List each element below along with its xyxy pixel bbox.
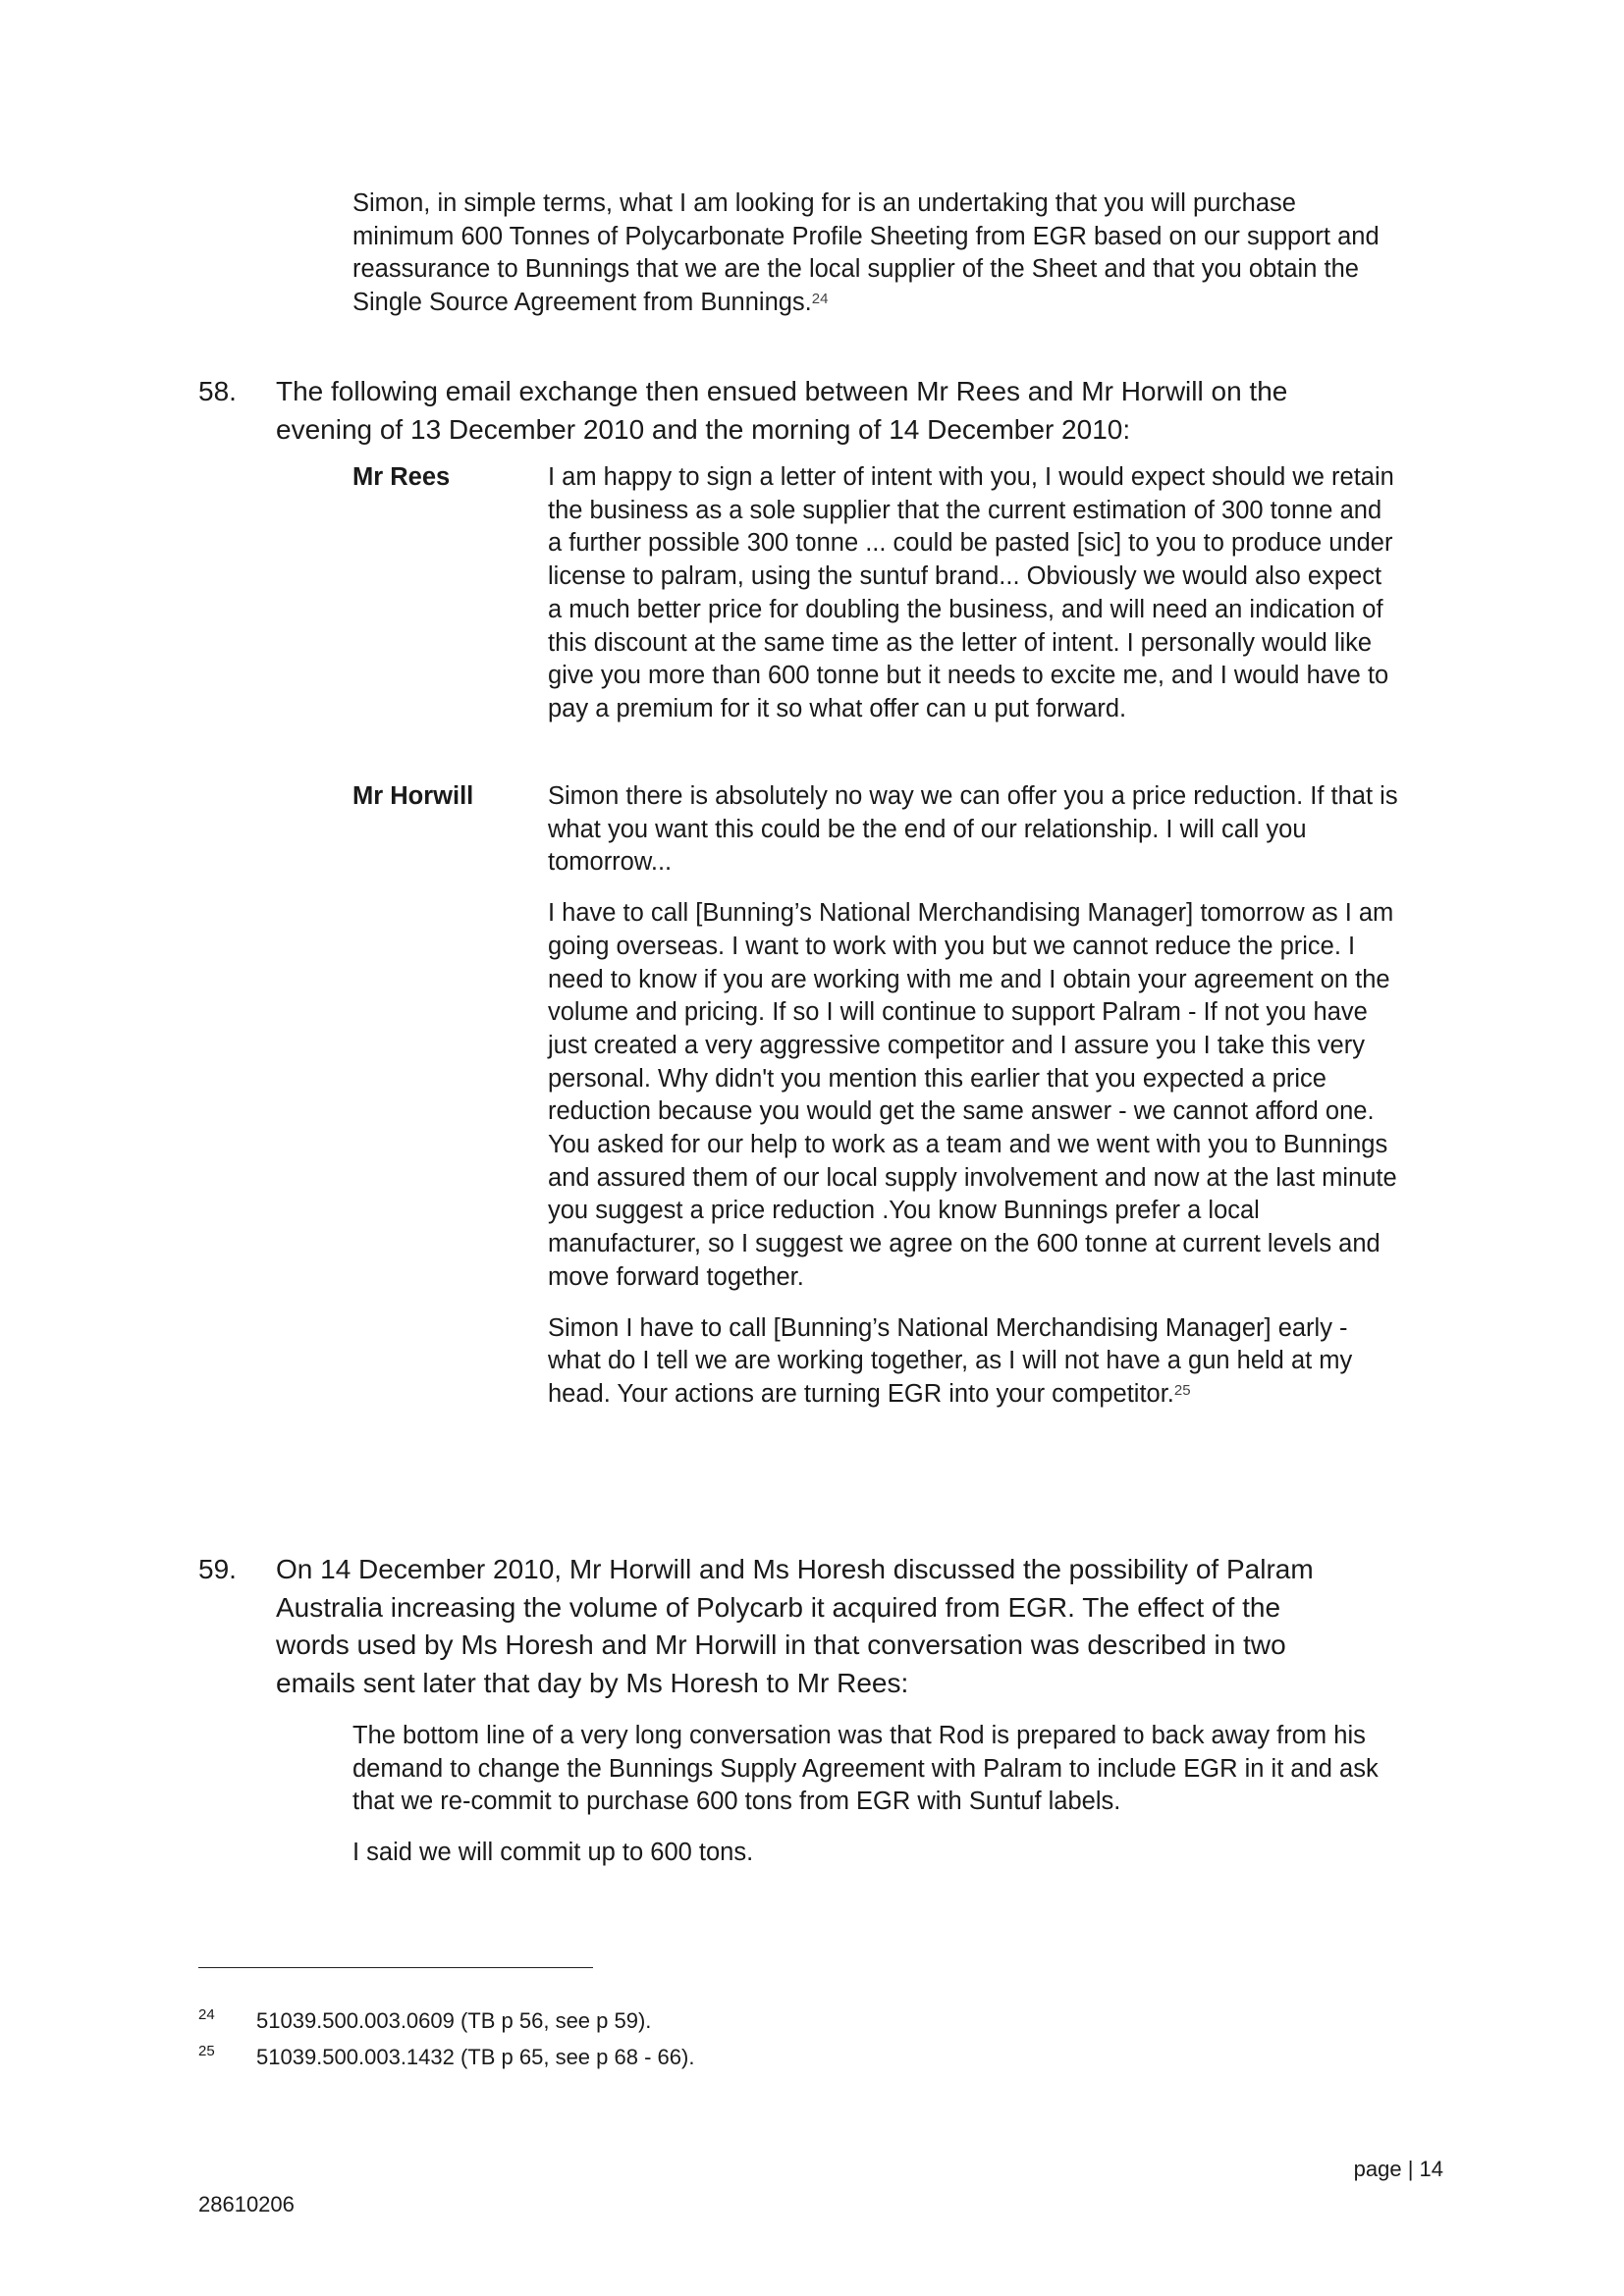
email-paragraph: I have to call [Bunning’s National Merchandising Manager] tomorrow as I am going overseas. I want to work with you but we cannot reduce the price. I need to know if you are working with me and I obtain your agreement on the volume and pricing. If so I will continue to support Palram - If not you have just created a very aggressive competitor and I assure you I take this very personal. Why didn't you mention this earlier that you expected a price reduction because you would get the same answer - we cannot afford one. You asked for our help to work as a team and we went with you to Bunnings and assured them of our local supply involvement and now at the last minute you suggest a price reduction .You know Bunnings prefer a local manufacturer, so I suggest we agree on the 600 tonne at current levels and move forward together. [548, 899, 1397, 1291]
footnote-number: 24 [198, 2006, 215, 2023]
email-body [548, 780, 1402, 1429]
footnote-number: 25 [198, 2043, 215, 2059]
paragraph-number-59: 59. [198, 1554, 237, 1584]
opening-quote [352, 187, 1383, 338]
footnote-ref-24[interactable]: 24 [811, 291, 829, 308]
page-number: page | 14 [1353, 2157, 1443, 2181]
speaker-label: Mr Horwill [352, 782, 474, 810]
footnote-text: 51039.500.003.0609 (TB p 56, see p 59). [256, 2008, 652, 2033]
document-id: 28610206 [198, 2192, 295, 2216]
email-paragraph: I am happy to sign a letter of intent with you, I would expect should we retain the business as a sole supplier that the current estimation of 300 tonne and a further possible 300 tonne ... could be pasted [sic] to you to produce under license to palram, using the suntuf brand... Obviously we would also expect a much better price for doubling the business, and will need an indication of this discount at the same time as the letter of intent. I personally would like give you more than 600 tonne but it needs to excite me, and I would have to pay a premium for it so what offer can u put forward. [548, 463, 1394, 722]
closing-quote [352, 1720, 1383, 1888]
opening-quote-text: Simon, in simple terms, what I am looking for is an undertaking that you will purchase minimum 600 Tonnes of Polycarbonate Profile Sheeting from EGR based on our support and reassurance to Bunnings that we are the local supplier of the Sheet and that you obtain the Single Source Agreement from Bunnings. [352, 189, 1380, 317]
speaker-label: Mr Rees [352, 463, 451, 491]
email-paragraph: Simon I have to call [Bunning’s National Merchandising Manager] early - what do I tell we are working together, as I will not have a gun held at my head. Your actions are turning EGR into your competitor.$^{25}$ [548, 1313, 1353, 1408]
paragraph-59-text: On 14 December 2010, Mr Horwill and Ms Horesh discussed the possibility of Palram Australia increasing the volume of Polycarb it acquired from EGR. The effect of the words used by Ms Horesh and Mr Horwill in that conversation was described in two emails sent later that day by Ms Horesh to Mr Rees: [276, 1554, 1314, 1698]
paragraph-58-text: The following email exchange then ensued between Mr Rees and Mr Horwill on the evening of 13 December 2010 and the morning of 14 December 2010: [276, 376, 1288, 445]
email-body [548, 461, 1402, 744]
paragraph-number-58: 58. [198, 376, 237, 406]
footnote-text: 51039.500.003.1432 (TB p 65, see p 68 - 66). [256, 2045, 695, 2069]
closing-quote-paragraph: The bottom line of a very long conversation was that Rod is prepared to back away from his demand to change the Bunnings Supply Agreement with Palram to include EGR in it and ask that we re-commit to purchase 600 tons from EGR with Suntuf labels. [352, 1722, 1379, 1816]
footnote-ref-25[interactable]: 25 [1173, 1381, 1191, 1399]
footnote-separator [198, 1967, 593, 1968]
closing-quote-paragraph: I said we will commit up to 600 tons. [352, 1839, 754, 1867]
email-paragraph: Simon there is absolutely no way we can offer you a price reduction. If that is what you want this could be the end of our relationship. I will call you tomorrow... [548, 782, 1398, 877]
